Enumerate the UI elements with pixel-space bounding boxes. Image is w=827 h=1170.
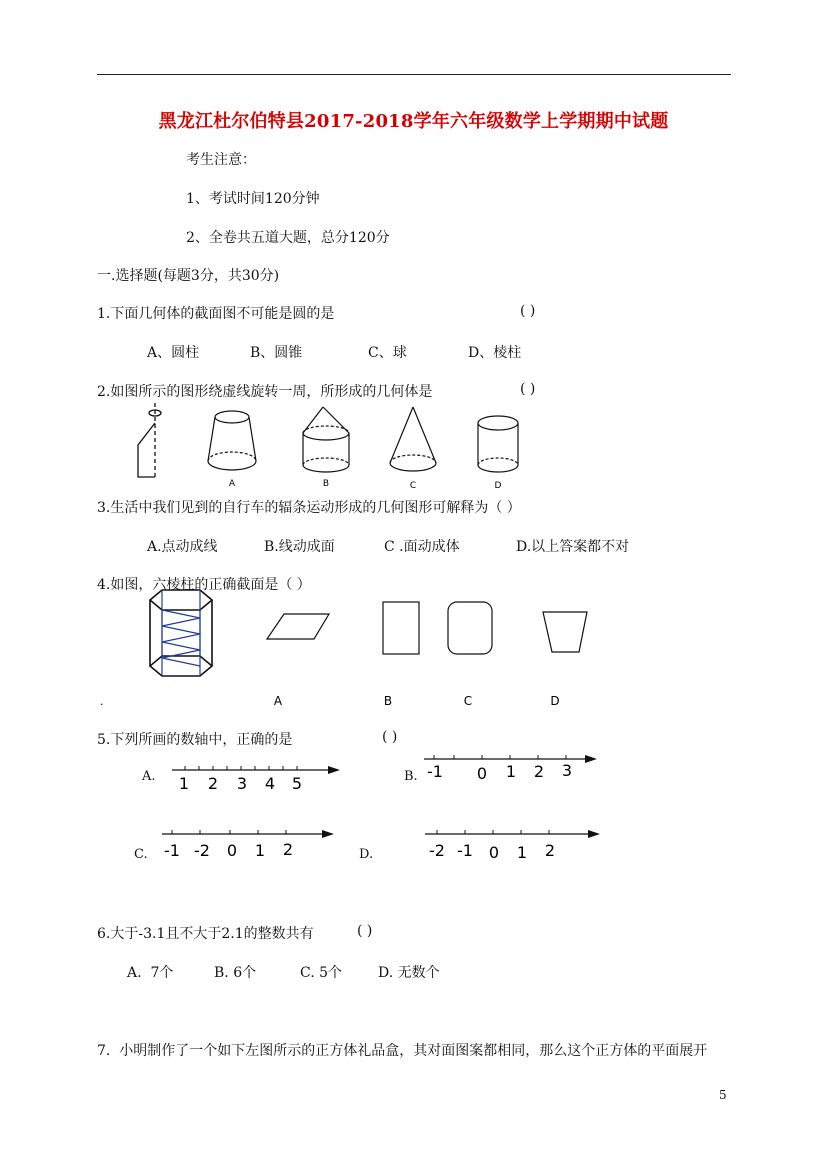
figure-label-a: A xyxy=(273,694,283,708)
tick-label: 2 xyxy=(544,841,556,860)
header-rule xyxy=(97,74,731,75)
page-title: 黑龙江杜尔伯特县2017-2018学年六年级数学上学期期中试题 xyxy=(158,111,669,132)
question-5-stem: 5.下列所画的数轴中，正确的是 xyxy=(97,732,293,748)
tick-label: 1 xyxy=(516,843,528,862)
tick-label: -1 xyxy=(457,841,473,860)
tick-label: -2 xyxy=(429,841,445,860)
tick-label: -2 xyxy=(194,841,210,860)
figure-label-b: B xyxy=(322,479,330,489)
question-6-option-d: D. 无数个 xyxy=(378,965,440,981)
question-5-option-d-letter: D. xyxy=(359,847,374,862)
question-4-stem: 4.如图，六棱柱的正确截面是（ ） xyxy=(97,577,311,593)
question-7-stem: 7. 小明制作了一个如下左图所示的正方体礼品盒，其对面图案都相同，那么这个正方体的平面展开 xyxy=(97,1043,708,1059)
tick-label: 0 xyxy=(226,841,238,860)
question-1-option-d: D、棱柱 xyxy=(468,345,522,361)
tick-label: 5 xyxy=(291,774,303,793)
figure-label-b: B xyxy=(383,694,393,708)
figure-d-cylinder xyxy=(478,416,518,472)
option-d-trapezoid xyxy=(543,612,587,652)
question-5-option-a-letter: A. xyxy=(142,769,156,784)
figure-label-a: A xyxy=(228,479,236,489)
option-a-parallelogram xyxy=(267,614,329,639)
tick-label: 4 xyxy=(264,774,276,793)
notice-item-1: 1、考试时间120分钟 xyxy=(186,191,320,207)
figure-label-d: D xyxy=(550,694,560,708)
question-3-stem: 3.生活中我们见到的自行车的辐条运动形成的几何图形可解释为（ ） xyxy=(97,500,521,516)
question-3-option-d: D.以上答案都不对 xyxy=(516,539,630,555)
question-6-answer-paren: ( ) xyxy=(357,923,373,939)
tick-label: 2 xyxy=(282,840,294,859)
rotation-shape-figure xyxy=(138,403,161,477)
number-line-c xyxy=(160,826,340,862)
question-1-answer-paren: ( ) xyxy=(520,303,536,319)
figure-b-cone-on-cylinder xyxy=(303,407,349,472)
question-5-answer-paren: ( ) xyxy=(382,729,398,745)
section-heading: 一.选择题(每题3分，共30分) xyxy=(97,268,280,284)
question-3-option-b: B.线动成面 xyxy=(264,539,335,555)
question-1-option-b: B、圆锥 xyxy=(250,345,303,361)
number-line-b xyxy=(422,750,602,785)
question-1-option-c: C、球 xyxy=(368,345,407,361)
question-6-option-c: C. 5个 xyxy=(300,965,343,981)
tick-label: 1 xyxy=(505,762,517,781)
question-5-option-b-letter: B. xyxy=(404,769,418,784)
tick-label: 2 xyxy=(207,774,219,793)
option-b-rectangle xyxy=(383,602,419,654)
question-5-option-c-letter: C. xyxy=(134,847,148,862)
tick-label: 0 xyxy=(476,764,488,783)
tick-label: 3 xyxy=(236,774,248,793)
tick-label: -1 xyxy=(164,841,180,860)
question-2-figures xyxy=(120,403,540,491)
question-6-option-b: B. 6个 xyxy=(214,965,257,981)
tick-label: 0 xyxy=(488,843,500,862)
notice-item-2: 2、全卷共五道大题，总分120分 xyxy=(186,230,390,246)
tick-label: 3 xyxy=(561,761,573,780)
question-1-option-a: A、圆柱 xyxy=(147,345,200,361)
question-3-option-a: A.点动成线 xyxy=(147,539,218,555)
notice-heading: 考生注意： xyxy=(186,152,256,168)
question-1-stem: 1.下面几何体的截面图不可能是圆的是 xyxy=(97,306,335,322)
number-line-a xyxy=(170,760,345,795)
page-number: 5 xyxy=(719,1088,727,1102)
figure-label-d: D xyxy=(494,481,502,491)
tick-label: 1 xyxy=(254,841,266,860)
question-6-stem: 6.大于-3.1且不大于2.1的整数共有 xyxy=(97,926,314,942)
figure-label-c: C xyxy=(409,481,417,491)
tick-label: 1 xyxy=(178,774,190,793)
question-3-option-c: C .面动成体 xyxy=(384,539,460,555)
number-line-d xyxy=(423,826,603,862)
tick-label: -1 xyxy=(427,762,443,781)
option-c-rounded-rectangle xyxy=(448,602,492,654)
hexagonal-prism-figure xyxy=(150,590,212,676)
question-2-stem: 2.如图所示的图形绕虚线旋转一周，所形成的几何体是 xyxy=(97,384,433,400)
figure-a-frustum xyxy=(208,411,256,470)
question-4-figures xyxy=(97,588,617,710)
question-6-option-a: A. 7个 xyxy=(127,965,174,981)
question-2-answer-paren: ( ) xyxy=(520,381,536,397)
figure-label-c: C xyxy=(463,694,473,708)
figure-c-cone xyxy=(390,407,436,471)
figure-label-dot: . xyxy=(100,695,104,708)
tick-label: 2 xyxy=(533,762,545,781)
